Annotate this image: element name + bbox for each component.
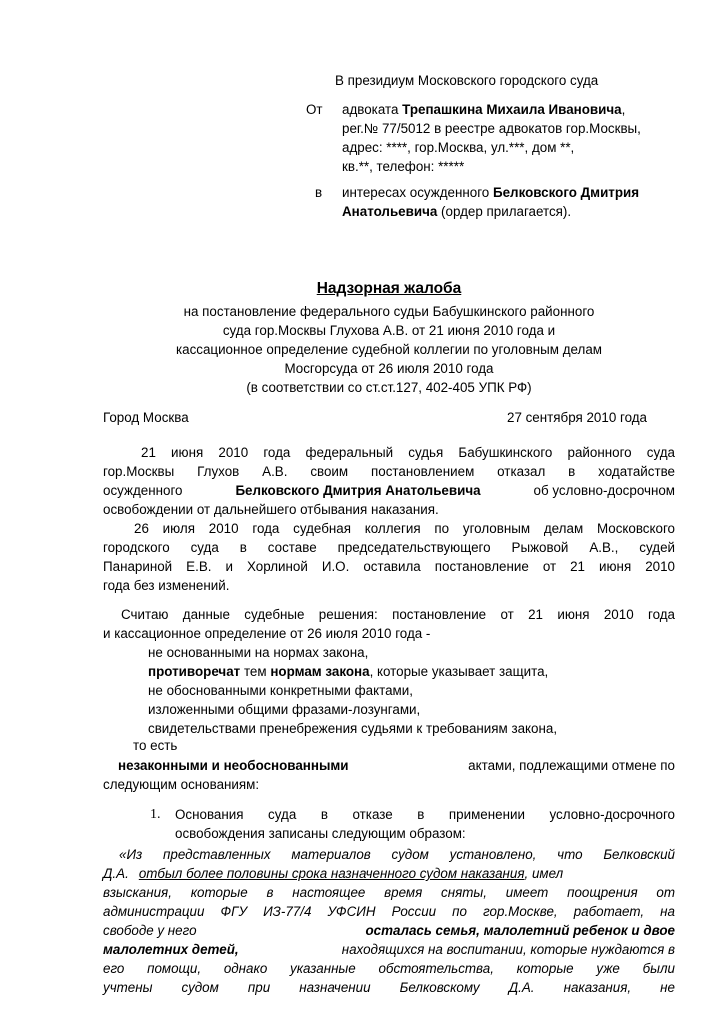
para3-conclusion-line-1 <box>118 756 675 775</box>
bullet-2 <box>148 662 548 681</box>
quote-line-5 <box>103 921 675 940</box>
quote-line-6 <box>103 940 675 959</box>
item-1-line-2: освобождения записаны следующим образом: <box>175 826 466 841</box>
addressee-court: В президиум Московского городского суда <box>335 73 599 88</box>
bullet-2-contradict: противоречат <box>148 664 241 679</box>
title-line-5: (в соответствии со ст.ст.127, 402-405 УПК РФ) <box>246 380 532 395</box>
that-is: то есть <box>133 738 178 753</box>
in-label: в <box>315 185 323 200</box>
para3-line-2: и кассационное определение от 26 июля 2010 года - <box>103 626 431 641</box>
quote-line-4: администрации ФГУ ИЗ-77/4 УФСИН России по гор.Москве, работает, на <box>103 904 675 919</box>
bullet-2-norms: нормам закона <box>270 664 370 679</box>
bullet-5: свидетельствами пренебрежения судьями к требованиям закона, <box>148 721 558 736</box>
quote-family: осталась семья, малолетний ребенок и двое <box>365 923 675 938</box>
from-line-2: рег.№ 77/5012 в реестре адвокатов гор.Москвы, <box>342 121 641 136</box>
title-line-2: суда гор.Москвы Глухова А.В. от 21 июня 2010 года и <box>222 323 556 338</box>
quote-line-7: его помощи, однако указанные обстоятельства, которые уже были <box>103 961 675 976</box>
interest-line-2 <box>342 202 571 221</box>
bullet-2-rest: , которые указывает защита, <box>369 664 549 679</box>
interest-prefix: интересах осужденного <box>342 185 490 200</box>
para2-line-1: 26 июля 2010 года судебная коллегия по уголовным делам Московского <box>134 521 675 536</box>
order-note: (ордер прилагается). <box>441 204 572 219</box>
bullet-2-those: тем <box>243 664 267 679</box>
para1-convict-name: Белковского Дмитрия Анатольевича <box>235 483 481 498</box>
quote-children: малолетних детей, <box>103 942 239 957</box>
document-date: 27 сентября 2010 года <box>507 410 647 425</box>
item-1-line-1: Основания суда в отказе в применении условно-досрочного <box>175 807 675 822</box>
convict-name-1: Белковского Дмитрия <box>492 185 640 200</box>
para1-line-1: 21 июня 2010 года федеральный судья Бабушкинского районного суда <box>141 445 675 460</box>
quote-line-8: учтены судом при назначении Белковскому Д.А. наказания, не <box>103 980 675 995</box>
para1-line-3 <box>103 481 675 500</box>
bullet-4: изложенными общими фразами-лозунгами, <box>148 702 421 717</box>
from-prefix: адвоката <box>342 102 399 117</box>
from-label: От <box>306 102 323 117</box>
quote-upbringing: находящихся на воспитании, которые нуждаются в <box>341 942 675 957</box>
para2-line-2: городского суда в составе председательствующего Рыжовой А.В., судей <box>103 540 675 555</box>
title-line-1: на постановление федерального судьи Бабушкинского районного <box>183 304 595 319</box>
quote-line-2 <box>103 864 675 883</box>
para1-release: об условно-досрочном <box>533 483 675 498</box>
title-line-3: кассационное определение судебной коллегии по уголовным делам <box>175 342 603 357</box>
para3-line-1: Считаю данные судебные решения: постановление от 21 июня 2010 года <box>121 607 675 622</box>
from-line-4: кв.**, телефон: ***** <box>342 159 465 174</box>
para1-line-2: гор.Москвы Глухов А.В. своим постановлением отказал в ходатайстве <box>103 464 675 479</box>
para1-line-4: освобождении от дальнейшего отбывания наказания. <box>103 502 439 517</box>
city: Город Москва <box>103 410 189 425</box>
quote-line-1: «Из представленных материалов судом установлено, что Белковский <box>119 847 675 862</box>
para1-convicted: осужденного <box>103 483 183 498</box>
para2-line-3: Панариной Е.В. и Хорлиной И.О. оставила постановление от 21 июня 2010 <box>103 559 675 574</box>
from-line-1: адвоката Трепашкина Михаила Ивановича, <box>342 102 626 117</box>
unlawful-acts: незаконными и необоснованными <box>118 758 349 773</box>
quote-served-term: отбыл более половины срока назначенного судом наказания <box>138 866 525 881</box>
from-line-3: адрес: ****, гор.Москва, ул.***, дом **, <box>342 140 575 155</box>
bullet-1: не основанными на нормах закона, <box>148 645 369 660</box>
quote-line-3: взыскания, которые в настоящее время сняты, имеет поощрения от <box>103 885 675 900</box>
lawyer-name: Трепашкина Михаила Ивановича <box>402 102 622 117</box>
item-1-number: 1. <box>150 807 161 822</box>
quote-had: , имел <box>524 866 564 881</box>
interest-line-1 <box>342 183 639 202</box>
title-line-4: Мосгорсуда от 26 июля 2010 года <box>284 361 494 376</box>
quote-term-wrap <box>129 864 675 883</box>
para2-line-4: года без изменений. <box>103 578 230 593</box>
para3-conclusion-line-2: следующим основаниям: <box>103 777 260 792</box>
bullet-3: не обоснованными конкретными фактами, <box>148 683 413 698</box>
document-title: Надзорная жалоба <box>316 280 462 297</box>
quote-at-liberty: свободе у него <box>103 923 197 938</box>
subject-to-cancel: актами, подлежащими отмене по <box>468 758 675 773</box>
quote-initials: Д.А. <box>103 866 129 881</box>
convict-name-2: Анатольевича <box>342 204 438 219</box>
